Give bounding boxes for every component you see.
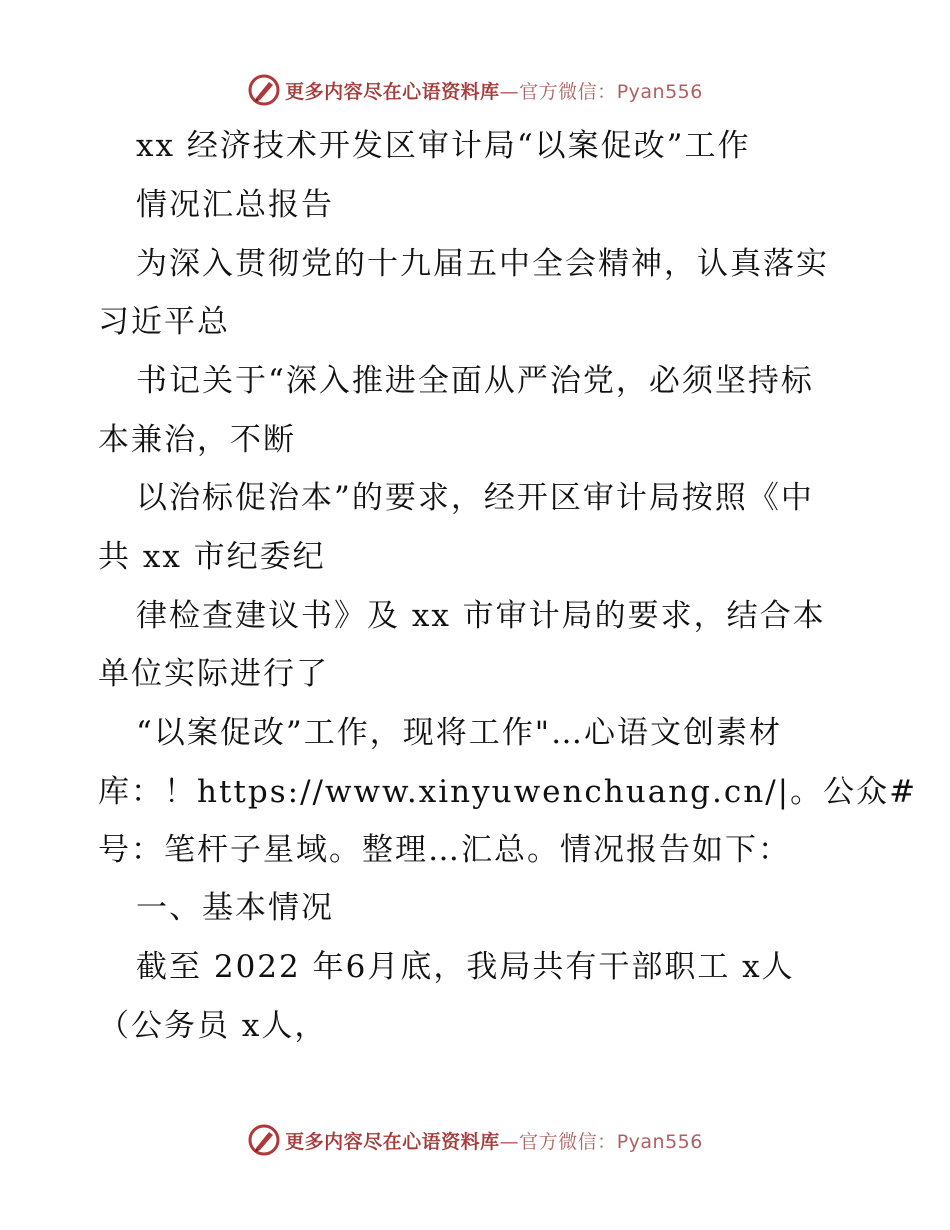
pen-logo-icon bbox=[247, 73, 281, 107]
watermark-wechat-label: 官方微信： bbox=[519, 1130, 617, 1153]
doc-section-heading: 一、基本情况 bbox=[136, 890, 334, 926]
doc-paragraph-line: 截至 2022 年6月底，我局共有干部职工 x人 bbox=[136, 949, 795, 985]
doc-paragraph-line: （公务员 x人， bbox=[98, 1008, 328, 1044]
watermark-separator: — bbox=[499, 1130, 520, 1153]
doc-paragraph-line: 以治标促治本”的要求，经开区审计局按照《中 bbox=[136, 480, 814, 516]
doc-paragraph-line: 本兼治，不断 bbox=[98, 422, 296, 458]
watermark-site-name: 更多内容尽在心语资料库 bbox=[285, 1130, 500, 1153]
doc-paragraph-line: 律检查建议书》及 xx 市审计局的要求，结合本 bbox=[136, 598, 826, 634]
pen-logo-icon bbox=[247, 1123, 281, 1157]
top-watermark-banner bbox=[0, 70, 950, 110]
watermark-group bbox=[247, 1123, 703, 1157]
watermark-wechat-id: Pyan556 bbox=[616, 1130, 703, 1153]
doc-paragraph-line: 单位实际进行了 bbox=[98, 656, 329, 692]
doc-paragraph-line: “以案促改”工作，现将工作"…心语文创素材 bbox=[136, 715, 782, 751]
doc-title-line-2: 情况汇总报告 bbox=[136, 187, 334, 223]
watermark-group bbox=[247, 73, 703, 107]
doc-paragraph-line: 为深入贯彻党的十九届五中全会精神，认真落实 bbox=[136, 246, 829, 282]
watermark-text bbox=[285, 77, 703, 104]
doc-paragraph-line: 库：！https://www.xinyuwenchuang.cn/|。公众# bbox=[98, 774, 918, 810]
doc-paragraph-line: 共 xx 市纪委纪 bbox=[98, 539, 326, 575]
watermark-text bbox=[285, 1127, 703, 1154]
watermark-separator: — bbox=[499, 80, 520, 103]
watermark-wechat-id: Pyan556 bbox=[616, 80, 703, 103]
doc-paragraph-line: 书记关于“深入推进全面从严治党，必须坚持标 bbox=[136, 363, 814, 399]
doc-paragraph-line: 号：笔杆子星域。整理…汇总。情况报告如下： bbox=[98, 832, 791, 868]
watermark-site-name: 更多内容尽在心语资料库 bbox=[285, 80, 500, 103]
bottom-watermark-banner bbox=[0, 1120, 950, 1160]
doc-title-line-1: xx 经济技术开发区审计局“以案促改”工作 bbox=[136, 128, 751, 164]
doc-paragraph-line: 习近平总 bbox=[98, 304, 230, 340]
watermark-wechat-label: 官方微信： bbox=[519, 80, 617, 103]
